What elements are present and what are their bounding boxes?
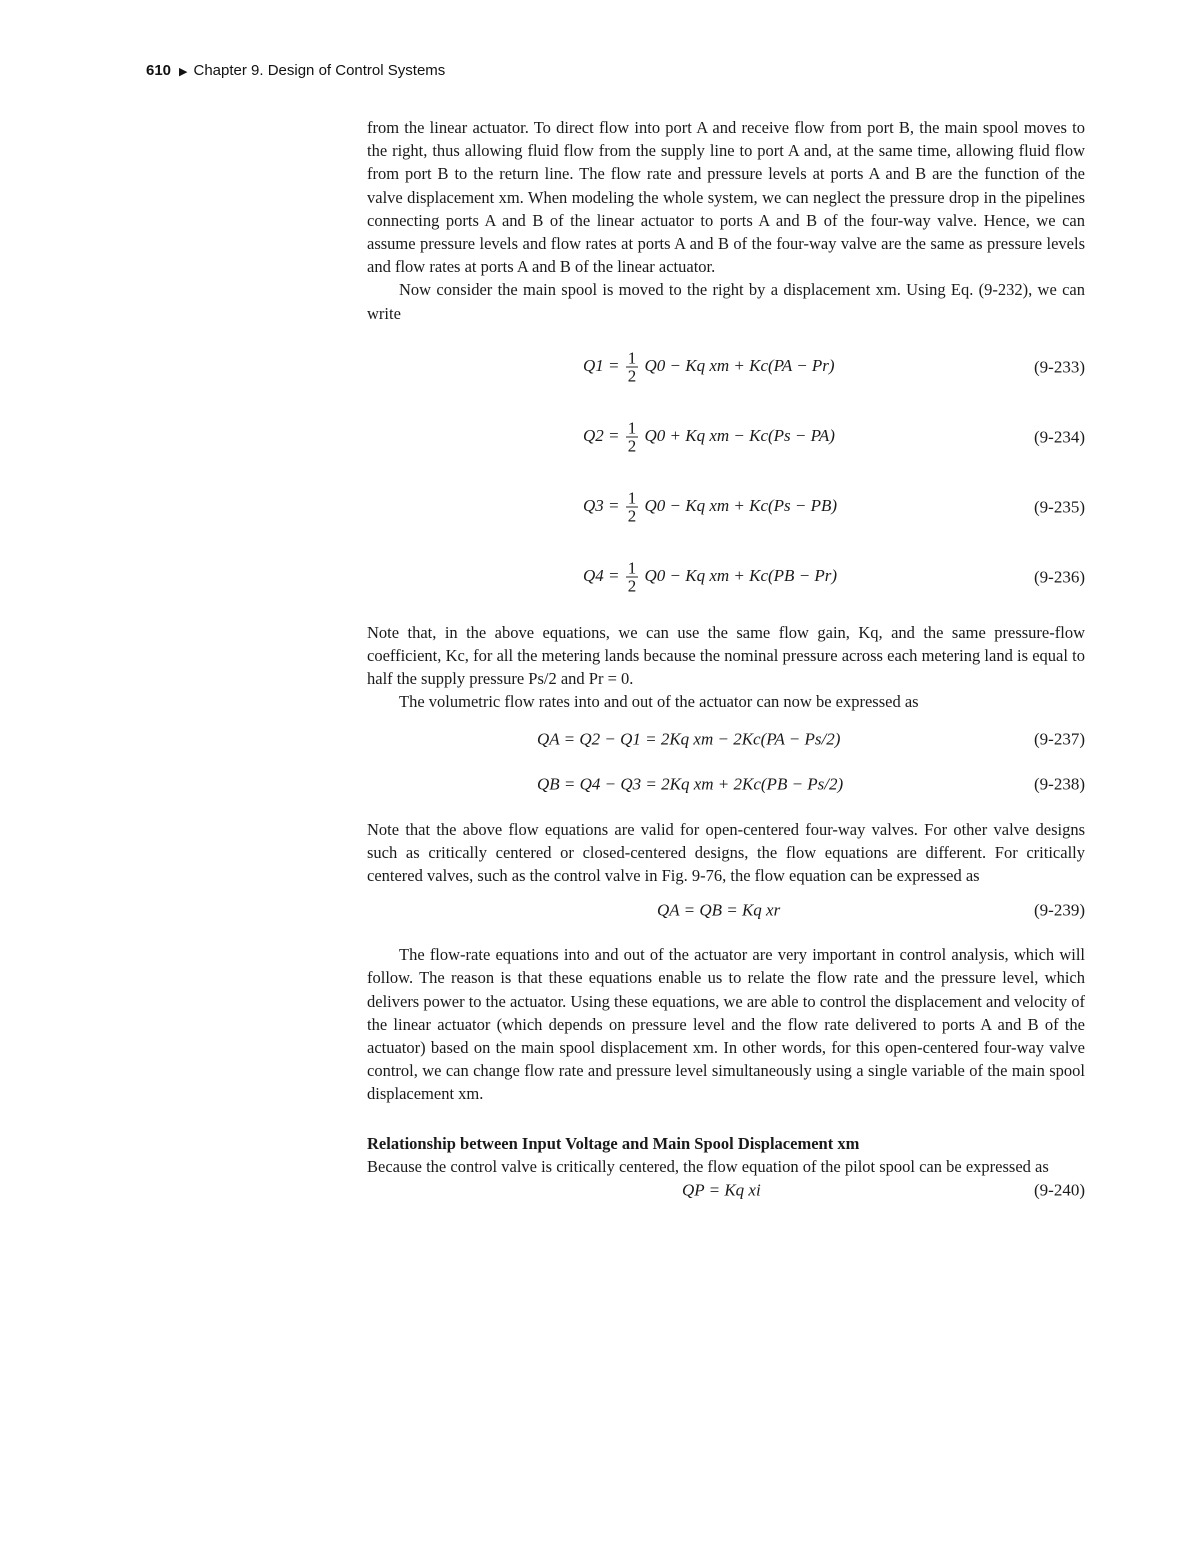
equation-9-237 bbox=[367, 714, 1085, 764]
paragraph-2: Now consider the main spool is moved to the right by a displacement xm. Using Eq. (9-232), we can write bbox=[367, 280, 1085, 323]
equation-lhs: Q1 = bbox=[583, 355, 620, 375]
equation-lhs: Q2 = bbox=[583, 425, 620, 445]
fraction-one-half: $\frac{1}{2}$ bbox=[627, 348, 637, 386]
chapter-title: Chapter 9. Design of Control Systems bbox=[193, 62, 446, 79]
equation-rhs: Q0 − Kq xm + Kc(PA − Pr) bbox=[644, 355, 835, 375]
equation-9-238 bbox=[367, 764, 1085, 804]
paragraph-3: Note that, in the above equations, we can use the same flow gain, Kq, and the same pressure-flow coefficient, Kc, for all the metering lands because the nominal pressure across each metering land is equal to half the supply pressure Ps/2 and Pr = 0. bbox=[367, 622, 1085, 689]
fraction-one-half: $\frac{1}{2}$ bbox=[627, 418, 637, 456]
equation-9-235 bbox=[367, 477, 1085, 537]
equation-number: (9-238) bbox=[1034, 774, 1085, 794]
running-header bbox=[146, 62, 445, 79]
equation-lhs: Q3 = bbox=[583, 495, 620, 515]
equation-number: (9-233) bbox=[1034, 357, 1085, 377]
paragraph-7: Because the control valve is critically centered, the flow equation of the pilot spool can be expressed as bbox=[367, 1156, 1049, 1176]
equation-rhs: Q0 + Kq xm − Kc(Ps − PA) bbox=[644, 425, 835, 445]
page-number: 610 bbox=[146, 62, 172, 79]
equation-number: (9-239) bbox=[1034, 900, 1085, 920]
fraction-one-half: $\frac{1}{2}$ bbox=[627, 558, 637, 596]
arrow-icon: ▶ bbox=[179, 66, 188, 78]
paragraph-6: The flow-rate equations into and out of the actuator are very important in control analysis, which will follow. The reason is that these equations enable us to relate the flow rate and the pressure level, which delivers power to the actuator. Using these equations, we are able to control the displacement and velocity of the linear actuator (which depends on pressure level and the flow rate delivered to ports A and B of the actuator) based on the main spool displacement xm. In other words, for this open-centered four-way valve control, we can change flow rate and pressure level simultaneously using a single variable of the main spool displacement xm. bbox=[367, 945, 1085, 1104]
paragraph-5: Note that the above flow equations are valid for open-centered four-way valves. For other valve designs such as critically centered or closed-centered designs, the flow equations are different. For critically centered valves, such as the control valve in Fig. 9-76, the flow equation can be expressed as bbox=[367, 819, 1085, 886]
page-body bbox=[367, 116, 1085, 1202]
equation-9-234 bbox=[367, 407, 1085, 467]
equation-rhs: Q0 − Kq xm + Kc(PB − Pr) bbox=[644, 565, 838, 585]
equation-rhs: Q0 − Kq xm + Kc(Ps − PB) bbox=[644, 495, 838, 515]
equation-expression: QP = Kq xi bbox=[682, 1180, 761, 1200]
equation-9-236 bbox=[367, 547, 1085, 607]
paragraph-4: The volumetric flow rates into and out of the actuator can now be expressed as bbox=[399, 692, 919, 712]
equation-number: (9-234) bbox=[1034, 427, 1085, 447]
equation-expression: QA = QB = Kq xr bbox=[657, 900, 781, 920]
fraction-one-half: $\frac{1}{2}$ bbox=[627, 488, 637, 526]
equation-9-239 bbox=[367, 887, 1085, 933]
paragraph-1: from the linear actuator. To direct flow into port A and receive flow from port B, the main spool moves to the right, thus allowing fluid flow from the supply line to port A and, at the same time, allowing fluid flow from port B to the return line. The flow rate and pressure levels at ports A and B are the function of the valve displacement xm. When modeling the whole system, we can neglect the pressure drop in the pipelines connecting ports A and B of the linear actuator to ports A and B of the four-way valve. Hence, we can assume pressure levels and flow rates at ports A and B of the four-way valve are the same as pressure levels and flow rates at ports A and B of the linear actuator. bbox=[367, 118, 1085, 277]
equation-number: (9-237) bbox=[1034, 729, 1085, 749]
equation-number: (9-236) bbox=[1034, 567, 1085, 587]
equation-expression: QA = Q2 − Q1 = 2Kq xm − 2Kc(PA − Ps/2) bbox=[537, 729, 841, 749]
equation-9-240 bbox=[367, 1178, 1085, 1202]
equation-number: (9-235) bbox=[1034, 497, 1085, 517]
equation-lhs: Q4 = bbox=[583, 565, 620, 585]
equation-expression: QB = Q4 − Q3 = 2Kq xm + 2Kc(PB − Ps/2) bbox=[537, 774, 844, 794]
equation-9-233 bbox=[367, 337, 1085, 397]
equation-number: (9-240) bbox=[1034, 1180, 1085, 1200]
section-heading: Relationship between Input Voltage and Main Spool Displacement xm bbox=[367, 1133, 860, 1153]
